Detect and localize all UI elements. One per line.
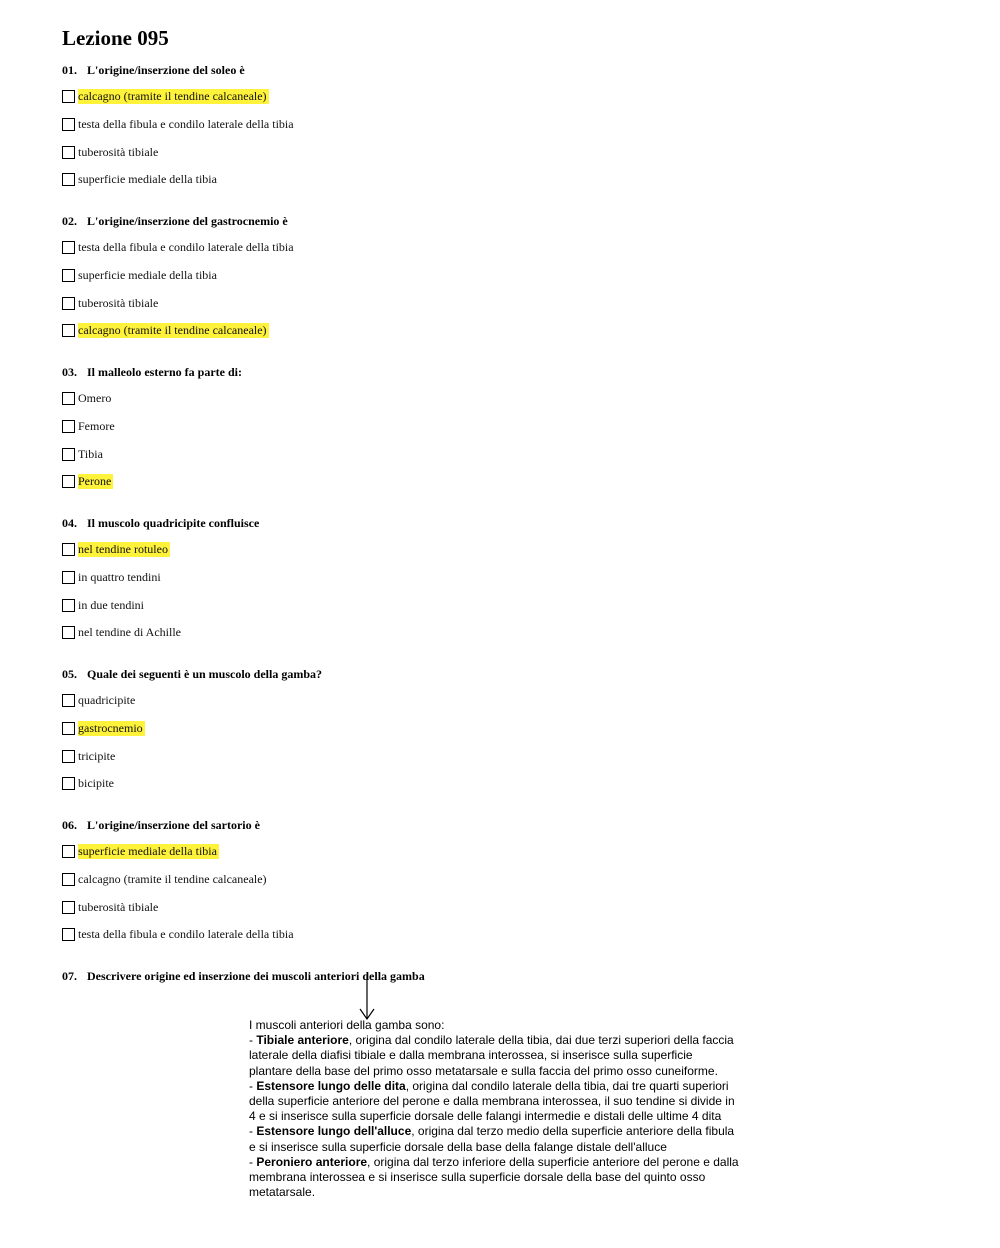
muscle-name: Peroniero anteriore xyxy=(256,1154,368,1169)
question-number: 01. xyxy=(62,63,77,77)
option-label: bicipite xyxy=(78,775,114,790)
option-label: calcagno (tramite il tendine calcaneale) xyxy=(78,871,267,886)
checkbox[interactable] xyxy=(62,599,75,612)
checkbox[interactable] xyxy=(62,420,75,433)
answer-text xyxy=(249,1018,739,1200)
option-label: tricipite xyxy=(78,748,116,763)
option-label: tuberosità tibiale xyxy=(78,899,159,914)
question-text: Il muscolo quadricipite confluisce xyxy=(87,516,260,530)
answer-option[interactable] xyxy=(62,446,105,462)
answer-option[interactable] xyxy=(62,88,269,104)
muscle-description: , origina dal terzo inferiore della superficie anteriore del perone e dalla membrana interossea e si inserisce sulla superficie dorsale della base del quinto osso metatarsale. xyxy=(249,1154,739,1200)
answer-intro: I muscoli anteriori della gamba sono: xyxy=(249,1018,445,1032)
answer-item xyxy=(249,1079,739,1125)
question-number: 02. xyxy=(62,214,77,228)
muscle-description: , origina dal terzo medio della superficie anteriore della fibula e si inserisce sulla superficie dorsale della base della falange distale dell'alluce xyxy=(249,1124,735,1154)
answer-items xyxy=(249,1033,739,1200)
checkbox[interactable] xyxy=(62,324,75,337)
option-label: nel tendine di Achille xyxy=(78,624,181,639)
checkbox[interactable] xyxy=(62,777,75,790)
down-arrow-icon xyxy=(358,975,376,1021)
muscle-description: , origina dal condilo laterale della tibia, dai due terzi superiori della faccia laterale della diafisi tibiale e dalla membrana interossea, si inserisce sulla superficie plantare della base del primo osso metatarsale e sulla faccia del primo osso cuneiforme. xyxy=(249,1033,734,1078)
answer-option[interactable] xyxy=(62,322,269,338)
answer-option[interactable] xyxy=(62,473,113,489)
highlighted-option-label: superficie mediale della tibia xyxy=(78,843,217,858)
option-label: testa della fibula e condilo laterale della tibia xyxy=(78,239,294,254)
question-number: 06. xyxy=(62,818,77,832)
question-text: L'origine/inserzione del soleo è xyxy=(87,63,245,77)
answer-item xyxy=(249,1124,739,1154)
checkbox[interactable] xyxy=(62,269,75,282)
checkbox[interactable] xyxy=(62,543,75,556)
checkbox[interactable] xyxy=(62,475,75,488)
answer-option[interactable] xyxy=(62,239,296,255)
answer-item xyxy=(249,1155,739,1201)
option-label: quadricipite xyxy=(78,692,136,707)
answer-item-bullet: - xyxy=(249,1033,257,1048)
answer-option[interactable] xyxy=(62,597,146,613)
question-text: Quale dei seguenti è un muscolo della gamba? xyxy=(87,667,323,681)
option-label: in quattro tendini xyxy=(78,569,161,584)
question-text: L'origine/inserzione del gastrocnemio è xyxy=(87,214,288,228)
answer-item-bullet: - xyxy=(249,1078,257,1093)
checkbox[interactable] xyxy=(62,90,75,103)
checkbox[interactable] xyxy=(62,392,75,405)
checkbox[interactable] xyxy=(62,626,75,639)
checkbox[interactable] xyxy=(62,928,75,941)
answer-option[interactable] xyxy=(62,775,116,791)
checkbox[interactable] xyxy=(62,571,75,584)
answer-option[interactable] xyxy=(62,390,113,406)
checkbox[interactable] xyxy=(62,173,75,186)
answer-item xyxy=(249,1033,739,1079)
question-text: Descrivere origine ed inserzione dei muscoli anteriori della gamba xyxy=(87,969,425,983)
highlighted-option-label: Perone xyxy=(78,473,112,488)
question-number: 05. xyxy=(62,667,77,681)
question-text: L'origine/inserzione del sartorio è xyxy=(87,818,260,832)
answer-item-bullet: - xyxy=(249,1154,257,1169)
muscle-name: Estensore lungo delle dita xyxy=(256,1078,406,1093)
answer-option[interactable] xyxy=(62,541,170,557)
answer-option[interactable] xyxy=(62,748,117,764)
answer-option[interactable] xyxy=(62,295,160,311)
question-number: 03. xyxy=(62,365,77,379)
answer-option[interactable] xyxy=(62,569,163,585)
option-label: Omero xyxy=(78,390,112,405)
option-label: superficie mediale della tibia xyxy=(78,267,217,282)
checkbox[interactable] xyxy=(62,146,75,159)
question-number: 07. xyxy=(62,969,77,983)
highlighted-option-label: nel tendine rotuleo xyxy=(78,541,168,556)
answer-option[interactable] xyxy=(62,418,117,434)
checkbox[interactable] xyxy=(62,750,75,763)
checkbox[interactable] xyxy=(62,873,75,886)
answer-option[interactable] xyxy=(62,843,219,859)
muscle-description: , origina dal condilo laterale della tibia, dai tre quarti superiori della superficie anteriore del perone e dalla membrana interossea, il suo tendine si divide in 4 e si inserisce sulla superficie dorsale delle falangi intermedie e distali delle ultime 4 dita xyxy=(249,1078,735,1124)
checkbox[interactable] xyxy=(62,845,75,858)
answer-option[interactable] xyxy=(62,624,183,640)
checkbox[interactable] xyxy=(62,901,75,914)
answer-option[interactable] xyxy=(62,926,296,942)
checkbox[interactable] xyxy=(62,448,75,461)
answer-option[interactable] xyxy=(62,871,269,887)
option-label: tuberosità tibiale xyxy=(78,295,159,310)
option-label: in due tendini xyxy=(78,597,144,612)
option-label: Tibia xyxy=(78,446,103,461)
checkbox[interactable] xyxy=(62,722,75,735)
checkbox[interactable] xyxy=(62,694,75,707)
muscle-name: Tibiale anteriore xyxy=(256,1033,349,1048)
muscle-name: Estensore lungo dell'alluce xyxy=(256,1124,412,1139)
answer-option[interactable] xyxy=(62,899,160,915)
answer-item-bullet: - xyxy=(249,1124,257,1139)
checkbox[interactable] xyxy=(62,241,75,254)
answer-option[interactable] xyxy=(62,267,219,283)
question-5 xyxy=(62,667,322,682)
answer-option[interactable] xyxy=(62,171,219,187)
answer-option[interactable] xyxy=(62,116,296,132)
highlighted-option-label: gastrocnemio xyxy=(78,720,143,735)
option-label: tuberosità tibiale xyxy=(78,144,159,159)
option-label: testa della fibula e condilo laterale della tibia xyxy=(78,116,294,131)
highlighted-option-label: calcagno (tramite il tendine calcaneale) xyxy=(78,88,267,103)
question-3 xyxy=(62,365,242,380)
highlighted-option-label: calcagno (tramite il tendine calcaneale) xyxy=(78,322,267,337)
checkbox[interactable] xyxy=(62,118,75,131)
option-label: superficie mediale della tibia xyxy=(78,171,217,186)
question-4 xyxy=(62,516,259,531)
question-number: 04. xyxy=(62,516,77,530)
option-label: testa della fibula e condilo laterale della tibia xyxy=(78,926,294,941)
answer-option[interactable] xyxy=(62,720,145,736)
checkbox[interactable] xyxy=(62,297,75,310)
question-text: Il malleolo esterno fa parte di: xyxy=(87,365,242,379)
page-title: Lezione 095 xyxy=(62,26,169,50)
question-2 xyxy=(62,214,288,229)
option-label: Femore xyxy=(78,418,115,433)
question-1 xyxy=(62,63,245,78)
answer-option[interactable] xyxy=(62,692,137,708)
question-6 xyxy=(62,818,260,833)
answer-option[interactable] xyxy=(62,144,160,160)
